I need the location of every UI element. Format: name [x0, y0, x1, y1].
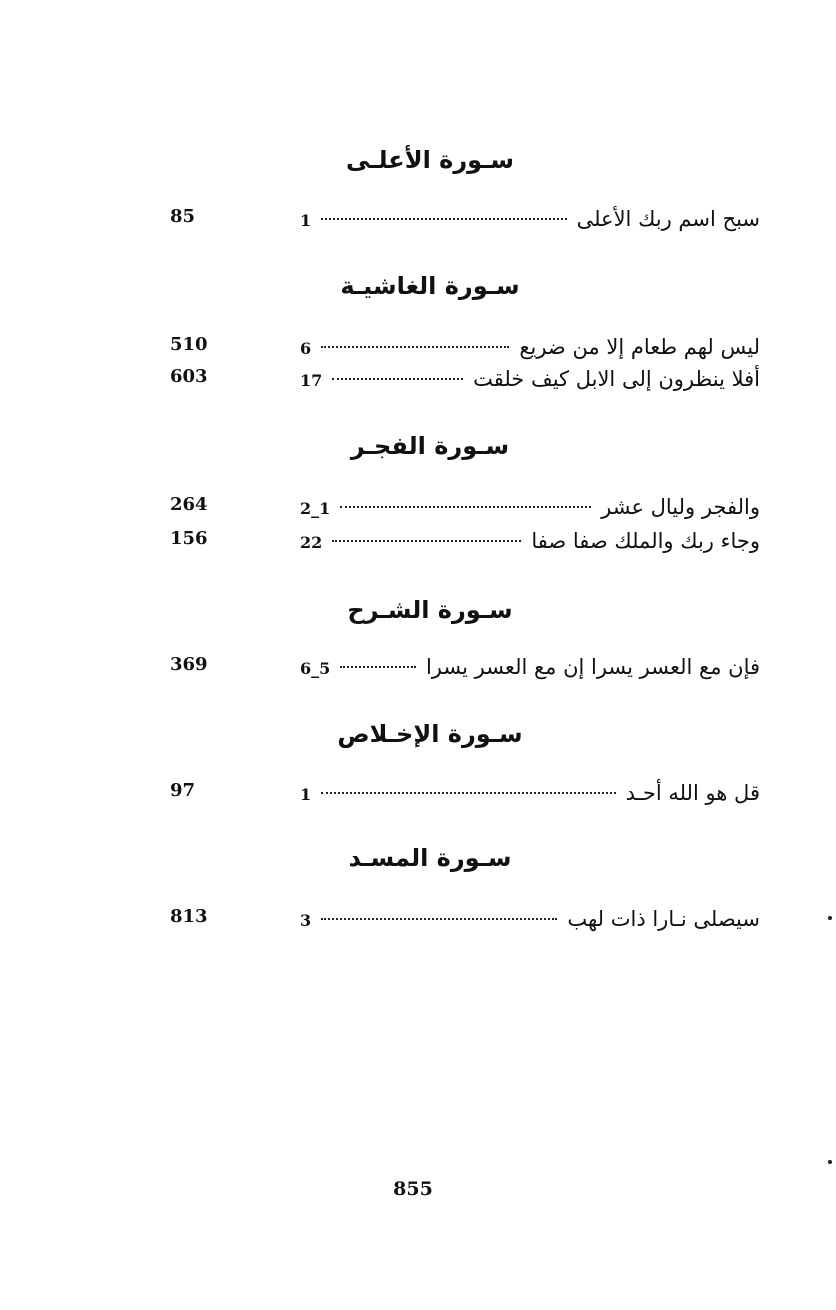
- dot-leader: [321, 792, 616, 794]
- verse-text: أفلا ينظرون إلى الابل كيف خلقت: [473, 367, 760, 391]
- dot-leader: [332, 378, 463, 380]
- entry-line: [300, 776, 760, 810]
- verse-text: ليس لهم طعام إلا من ضريع: [519, 335, 760, 359]
- entry-line: [300, 330, 760, 364]
- page-reference: 369: [170, 654, 208, 675]
- page-number: 855: [393, 1178, 433, 1200]
- verse-text: سيصلى نـارا ذات لهب: [567, 907, 760, 931]
- index-entry: [160, 776, 760, 810]
- ayah-number: 6: [300, 339, 312, 358]
- section-title-ash-sharh: سـورة الشـرح: [347, 596, 513, 624]
- verse-text: فإن مع العسر يسرا إن مع العسر يسرا: [425, 655, 760, 679]
- ayah-number: 22: [300, 533, 323, 552]
- entry-line: [300, 490, 760, 524]
- index-entry: [160, 490, 760, 524]
- verse-text: وجاء ربك والملك صفا صفا: [531, 529, 760, 553]
- section-title-al-fajr: سـورة الفجـر: [350, 432, 510, 460]
- dot-leader: [321, 918, 557, 920]
- index-entry: [160, 330, 760, 364]
- entry-line: [300, 362, 760, 396]
- dot-leader: [340, 666, 416, 668]
- index-entry: [160, 202, 760, 236]
- dot-leader: [332, 540, 521, 542]
- ayah-number: 17: [300, 371, 323, 390]
- dot-leader: [321, 218, 566, 220]
- dot-leader: [321, 346, 509, 348]
- page-reference: 813: [170, 906, 208, 927]
- page-reference: 510: [170, 334, 208, 355]
- index-entry: [160, 650, 760, 684]
- index-entry: [160, 362, 760, 396]
- page-reference: 156: [170, 528, 208, 549]
- section-title-al-masad: سـورة المسـد: [348, 844, 512, 872]
- ayah-number: 6_5: [300, 659, 331, 678]
- ayah-number: 2_1: [300, 499, 331, 518]
- entry-line: [300, 202, 760, 236]
- ayah-number: 3: [300, 911, 312, 930]
- ayah-number: 1: [300, 785, 312, 804]
- page-reference: 264: [170, 494, 208, 515]
- dot-leader: [340, 506, 591, 508]
- index-entry: [160, 524, 760, 558]
- ayah-number: 1: [300, 211, 312, 230]
- scan-speck: [828, 916, 832, 920]
- scan-speck: [828, 1160, 832, 1164]
- section-title-al-ghashiya: سـورة الغاشيـة: [340, 272, 520, 300]
- verse-text: قل هو الله أحـد: [625, 781, 760, 805]
- entry-line: [300, 524, 760, 558]
- page-reference: 85: [170, 206, 196, 227]
- section-title-al-ala: سـورة الأعلـى: [346, 146, 514, 174]
- page-reference: 603: [170, 366, 208, 387]
- entry-line: [300, 650, 760, 684]
- page-reference: 97: [170, 780, 196, 801]
- section-title-al-ikhlas: سـورة الإخـلاص: [337, 720, 523, 748]
- index-entry: [160, 902, 760, 936]
- entry-line: [300, 902, 760, 936]
- verse-text: سبح اسم ربك الأعلى: [576, 207, 760, 231]
- verse-text: والفجر وليال عشر: [601, 495, 760, 519]
